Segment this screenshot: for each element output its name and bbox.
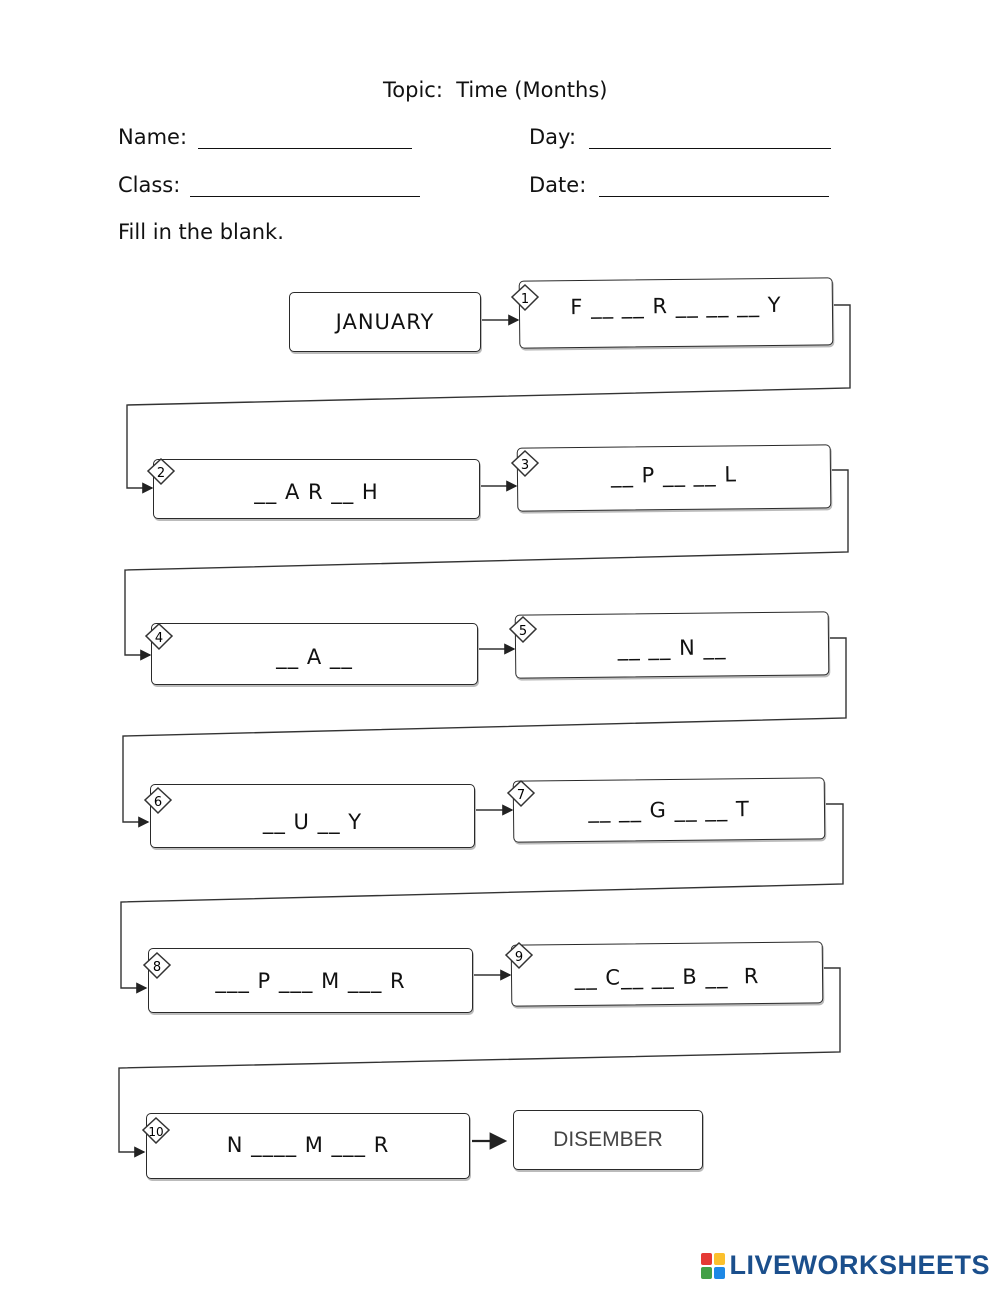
date-label: Date: xyxy=(529,173,587,197)
month-box-10[interactable] xyxy=(146,1113,470,1179)
month-box-9[interactable] xyxy=(511,941,824,1006)
month-start-text: JANUARY xyxy=(335,310,435,334)
topic-title: Topic: Time (Months) xyxy=(383,78,608,102)
month-box-1[interactable] xyxy=(519,277,834,348)
month-box-4[interactable] xyxy=(151,623,478,685)
day-label: Day: xyxy=(529,125,577,149)
month-box-6[interactable] xyxy=(150,784,475,848)
month-7-text[interactable]: __ __ G __ __ T xyxy=(588,797,750,823)
badge-7-number: 7 xyxy=(516,788,526,803)
month-6-text[interactable]: __ U __ Y xyxy=(262,810,363,835)
month-9-text[interactable]: __ C__ __ B __ R xyxy=(574,964,760,990)
month-5-text[interactable]: __ __ N __ xyxy=(617,635,727,661)
name-label: Name: xyxy=(118,125,188,149)
badge-10-icon xyxy=(141,1116,171,1146)
month-end-text: DISEMBER xyxy=(553,1128,663,1151)
badge-7-icon xyxy=(506,779,536,809)
month-box-2[interactable] xyxy=(153,459,480,519)
badge-4-icon xyxy=(144,622,174,652)
month-box-7[interactable] xyxy=(513,777,826,842)
month-box-5[interactable] xyxy=(515,611,830,678)
badge-10-number: 10 xyxy=(148,1125,164,1139)
badge-4-number: 4 xyxy=(154,631,164,646)
month-box-end xyxy=(513,1110,703,1170)
badge-5-icon xyxy=(508,615,538,645)
liveworksheets-logo xyxy=(701,1250,990,1281)
badge-6-number: 6 xyxy=(153,795,163,810)
badge-2-number: 2 xyxy=(156,466,166,481)
month-box-3[interactable] xyxy=(517,444,832,511)
month-10-text[interactable]: N ____ M ___ R xyxy=(226,1132,390,1157)
badge-8-icon xyxy=(142,951,172,981)
badge-6-icon xyxy=(143,786,173,816)
liveworksheets-logo-icon xyxy=(701,1253,725,1279)
instruction-text: Fill in the blank. xyxy=(118,220,284,244)
badge-3-icon xyxy=(510,449,540,479)
month-3-text[interactable]: __ P __ __ L xyxy=(610,462,738,488)
badge-8-number: 8 xyxy=(152,960,162,975)
badge-9-number: 9 xyxy=(514,950,524,965)
class-label: Class: xyxy=(118,173,181,197)
month-2-text[interactable]: __ A R __ H xyxy=(254,479,379,504)
logo-text: LIVEWORKSHEETS xyxy=(729,1250,990,1280)
month-1-text[interactable]: F __ __ R __ __ __ Y xyxy=(570,293,782,320)
badge-9-icon xyxy=(504,941,534,971)
month-box-8[interactable] xyxy=(148,948,473,1013)
month-4-text[interactable]: __ A __ xyxy=(276,645,353,669)
month-box-start xyxy=(289,292,481,352)
badge-1-number: 1 xyxy=(520,292,530,307)
badge-1-icon xyxy=(510,283,540,313)
badge-5-number: 5 xyxy=(518,624,528,639)
month-8-text[interactable]: ___ P ___ M ___ R xyxy=(215,968,406,993)
badge-3-number: 3 xyxy=(520,458,530,473)
badge-2-icon xyxy=(146,457,176,487)
